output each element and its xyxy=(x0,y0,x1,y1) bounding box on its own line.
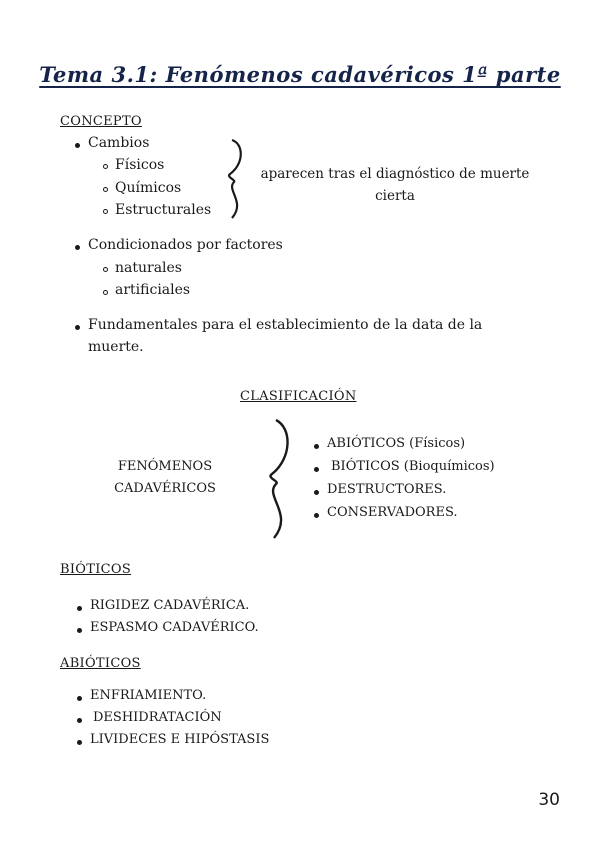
bullet-dot xyxy=(75,143,80,148)
bullet-dot xyxy=(77,696,82,701)
fenomenos-label: FENÓMENOS xyxy=(117,459,213,474)
cadavericos-label: CADAVÉRICOS xyxy=(114,481,216,496)
concepto-heading: CONCEPTO xyxy=(60,114,142,129)
bullet-dot xyxy=(75,325,80,330)
bullet-dot xyxy=(77,718,82,723)
cambios-item-quimicos: Químicos xyxy=(115,180,182,196)
brace-text-line2: cierta xyxy=(375,188,415,204)
abioticos-heading: ABIÓTICOS xyxy=(60,656,141,671)
bioticos-item-rigidez: RIGIDEZ CADAVÉRICA. xyxy=(90,598,250,613)
cambios-item-fisicos: Físicos xyxy=(115,157,165,173)
condicionados-label: Condicionados por factores xyxy=(88,237,283,253)
clasificacion-item-abioticos: ABIÓTICOS (Físicos) xyxy=(327,436,466,451)
bullet-dot xyxy=(75,245,80,250)
page-title: Tema 3.1: Fenómenos cadavéricos 1ª parte xyxy=(39,62,561,87)
bullet-dot xyxy=(314,513,319,518)
bullet-circle xyxy=(103,209,108,214)
bullet-dot xyxy=(314,490,319,495)
bullet-circle xyxy=(103,267,108,272)
cambios-item-estructurales: Estructurales xyxy=(115,202,212,218)
bioticos-item-espasmo: ESPASMO CADAVÉRICO. xyxy=(90,620,259,635)
bullet-dot xyxy=(77,606,82,611)
abioticos-item-deshidratacion: DESHIDRATACIÓN xyxy=(93,710,222,725)
bullet-dot xyxy=(77,740,82,745)
bioticos-heading: BIÓTICOS xyxy=(60,562,132,577)
abioticos-item-enfriamiento: ENFRIAMIENTO. xyxy=(90,688,207,703)
bullet-circle xyxy=(103,290,108,295)
cambios-label: Cambios xyxy=(88,135,150,151)
clasificacion-item-destructores: DESTRUCTORES. xyxy=(327,482,447,497)
clasificacion-heading: CLASIFICACIÓN xyxy=(240,389,357,404)
clasificacion-item-conservadores: CONSERVADORES. xyxy=(327,505,458,520)
clasificacion-item-bioticos: BIÓTICOS (Bioquímicos) xyxy=(331,459,495,474)
brace-text-line1: aparecen tras el diagnóstico de muerte xyxy=(260,166,530,182)
factor-artificiales: artificiales xyxy=(115,282,191,298)
abioticos-item-livideces: LIVIDECES E HIPÓSTASIS xyxy=(90,732,270,747)
bullet-circle xyxy=(103,164,108,169)
bullet-circle xyxy=(103,187,108,192)
fundamentales-line1: Fundamentales para el establecimiento de la data de la xyxy=(88,317,483,333)
brace-icon xyxy=(258,418,298,540)
brace-icon xyxy=(222,138,252,220)
page-number: 30 xyxy=(538,790,560,810)
factor-naturales: naturales xyxy=(115,260,182,276)
bullet-dot xyxy=(77,628,82,633)
bullet-dot xyxy=(314,444,319,449)
fundamentales-line2: muerte. xyxy=(88,339,144,355)
bullet-dot xyxy=(314,467,319,472)
